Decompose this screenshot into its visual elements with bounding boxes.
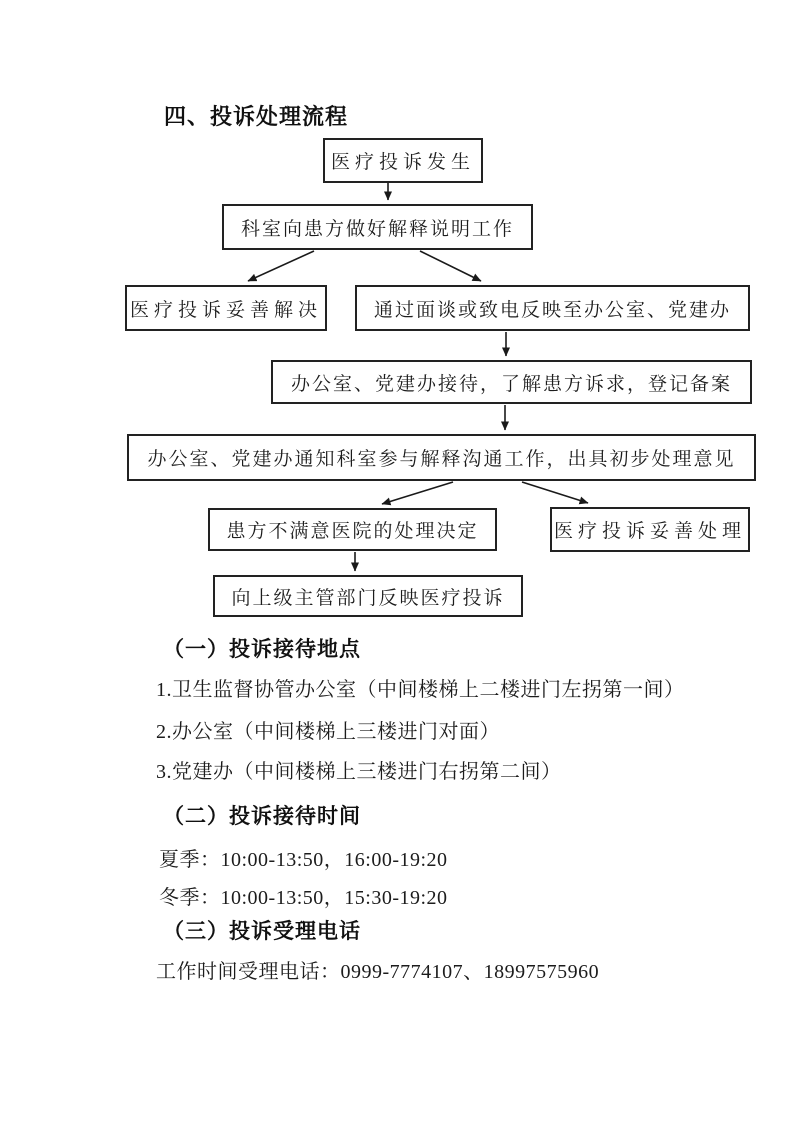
arrow-explain-to-resolved bbox=[248, 251, 314, 281]
flow-box-unsatisfied: 患方不满意医院的处理决定 bbox=[208, 508, 497, 551]
arrow-explain-to-report bbox=[420, 251, 481, 281]
flow-box-resolved: 医疗投诉妥善解决 bbox=[125, 285, 327, 331]
flow-box-office-notify: 办公室、党建办通知科室参与解释沟通工作，出具初步处理意见 bbox=[127, 434, 756, 481]
flow-box-report-office: 通过面谈或致电反映至办公室、党建办 bbox=[355, 285, 750, 331]
section-heading-phone: （三）投诉受理电话 bbox=[163, 919, 361, 943]
location-item-3: 3.党建办（中间楼梯上三楼进门右拐第二间） bbox=[156, 761, 562, 783]
location-item-2: 2.办公室（中间楼梯上三楼进门对面） bbox=[156, 721, 500, 743]
phone-item: 工作时间受理电话：0999-7774107、18997575960 bbox=[156, 961, 600, 983]
flow-box-handled: 医疗投诉妥善处理 bbox=[550, 507, 750, 552]
arrow-notify-to-handled bbox=[522, 482, 588, 503]
location-item-1: 1.卫生监督协管办公室（中间楼梯上二楼进门左拐第一间） bbox=[156, 679, 685, 701]
flow-box-escalate: 向上级主管部门反映医疗投诉 bbox=[213, 575, 523, 617]
time-item-winter: 冬季：10:00-13:50，15:30-19:20 bbox=[159, 887, 448, 909]
flow-box-dept-explain: 科室向患方做好解释说明工作 bbox=[222, 204, 533, 250]
section-heading-reception-location: （一）投诉接待地点 bbox=[163, 637, 361, 661]
page-title: 四、投诉处理流程 bbox=[164, 104, 349, 129]
flow-box-office-receive: 办公室、党建办接待，了解患方诉求，登记备案 bbox=[271, 360, 752, 404]
section-heading-reception-time: （二）投诉接待时间 bbox=[163, 804, 361, 828]
time-item-summer: 夏季：10:00-13:50，16:00-19:20 bbox=[159, 849, 448, 871]
arrow-notify-to-unsatisfied bbox=[382, 482, 453, 504]
flow-box-start: 医疗投诉发生 bbox=[323, 138, 483, 183]
